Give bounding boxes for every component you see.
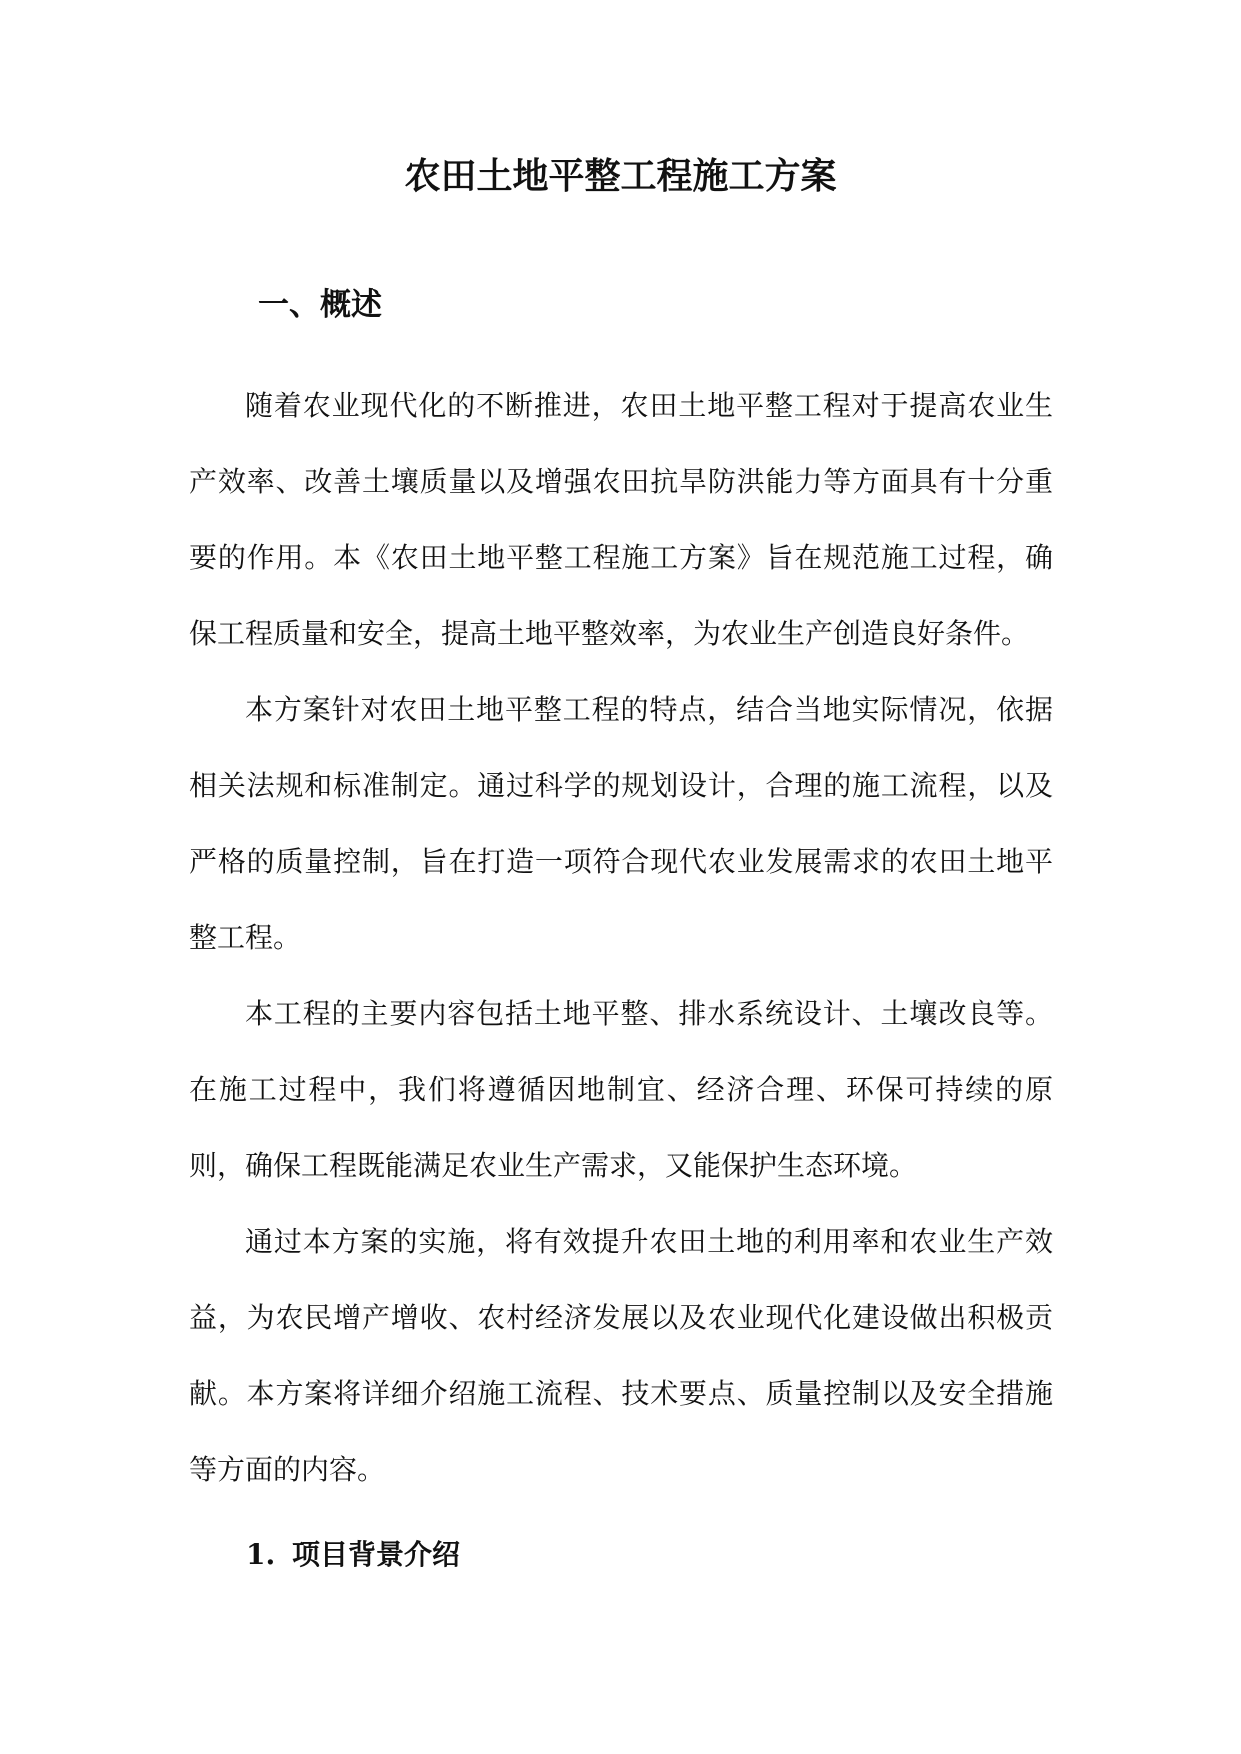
paragraph: 本工程的主要内容包括土地平整、排水系统设计、土壤改良等。在施工过程中，我们将遵循因地制宜、经济合理、环保可持续的原则，确保工程既能满足农业生产需求，又能保护生态环境。 bbox=[189, 997, 1053, 1182]
paragraph: 随着农业现代化的不断推进，农田土地平整工程对于提高农业生产效率、改善土壤质量以及增强农田抗旱防洪能力等方面具有十分重要的作用。本《农田土地平整工程施工方案》旨在规范施工过程，确保工程质量和安全，提高土地平整效率，为农业生产创造良好条件。 bbox=[189, 389, 1053, 650]
paragraph: 本方案针对农田土地平整工程的特点，结合当地实际情况，依据相关法规和标准制定。通过科学的规划设计，合理的施工流程，以及严格的质量控制，旨在打造一项符合现代农业发展需求的农田土地平整工程。 bbox=[189, 693, 1053, 954]
subsection-number: 1. bbox=[246, 1538, 276, 1571]
section-heading: 一、概述 bbox=[258, 287, 382, 323]
paragraph: 通过本方案的实施，将有效提升农田土地的利用率和农业生产效益，为农民增产增收、农村经济发展以及农业现代化建设做出积极贡献。本方案将详细介绍施工流程、技术要点、质量控制以及安全措施等方面的内容。 bbox=[189, 1225, 1053, 1486]
document-title: 农田土地平整工程施工方案 bbox=[404, 155, 837, 197]
body-text bbox=[189, 368, 1053, 1508]
subsection-title: 项目背景介绍 bbox=[292, 1538, 461, 1571]
subsection-heading bbox=[246, 1535, 460, 1575]
